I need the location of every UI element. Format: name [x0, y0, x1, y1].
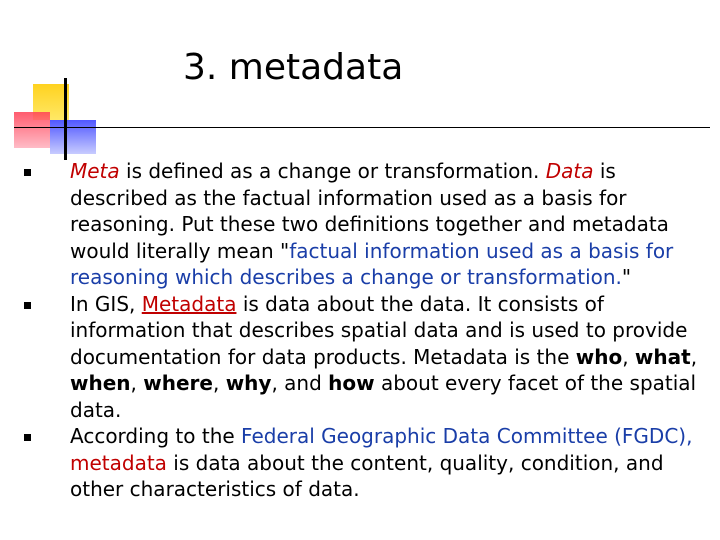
decor-red-square — [14, 112, 50, 148]
keyword-where: where — [143, 371, 213, 395]
bullet-text: is described as the factual information used as a basis for reasoning. Put these two definitions together and metadata would literally mean " — [70, 159, 669, 263]
fgdc-org-name: Federal Geographic Data Committee (FGDC), — [241, 424, 693, 448]
separator: , — [212, 371, 226, 395]
bullet-item-definition — [24, 158, 714, 291]
separator: , — [690, 344, 698, 369]
title-divider — [14, 127, 710, 128]
keyword-when: when — [70, 371, 131, 395]
bullet-list — [24, 158, 714, 503]
square-bullet-icon — [24, 169, 31, 176]
separator: , and — [271, 371, 329, 395]
keyword-who: who — [575, 344, 623, 369]
square-bullet-icon — [24, 302, 31, 309]
bullet-text: is data about the content, quality, condition, and other characteristics of data. — [70, 450, 664, 501]
bullet-text: about every facet of the spatial data. — [70, 371, 697, 422]
bullet-text: " — [621, 265, 632, 289]
bullet-text: is data about the data. It consists of information that describes spatial data and is used to provide documentation for data products. Metadata is the — [70, 291, 688, 369]
slide-title: 3. metadata — [183, 47, 404, 88]
square-bullet-icon — [24, 434, 31, 441]
separator: , — [622, 344, 635, 369]
bullet-item-fgdc — [24, 423, 714, 503]
bullet-text: In GIS, — [70, 291, 142, 316]
term-data: Data — [545, 159, 594, 183]
term-metadata: metadata — [70, 450, 167, 475]
decor-blue-square — [50, 120, 96, 154]
bullet-text: According to the — [70, 424, 242, 448]
decor-vertical-rule — [64, 78, 67, 160]
bullet-item-gis — [24, 291, 714, 424]
keyword-what: what — [634, 344, 691, 369]
bullet-text: is defined as a change or transformation. — [119, 159, 546, 183]
term-meta: Meta — [70, 159, 120, 183]
separator: , — [130, 371, 144, 395]
metadata-link[interactable]: Metadata — [141, 291, 237, 316]
definition-quote: factual information used as a basis for reasoning which describes a change or transformation. — [70, 238, 674, 289]
keyword-why: why — [225, 371, 272, 395]
keyword-how: how — [328, 371, 375, 395]
